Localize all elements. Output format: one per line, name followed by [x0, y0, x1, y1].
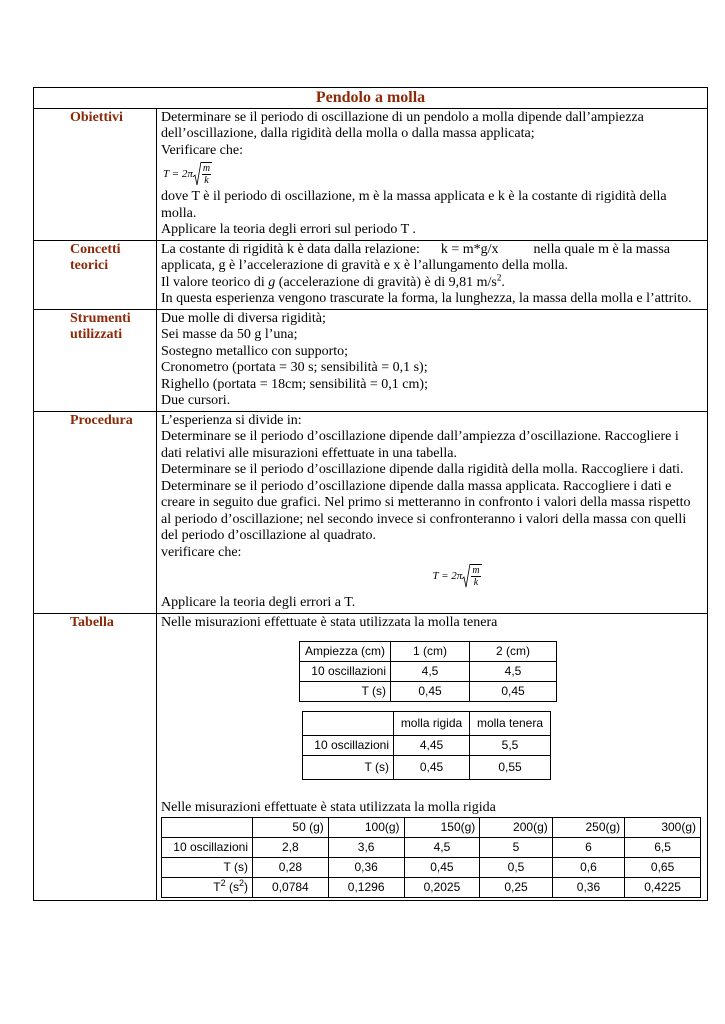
procedura-text-4: Determinare se il periodo d’oscillazione dipende dalla massa applicata. Raccogliere i dati e creare in seguito due grafici. Nel primo si metteranno in confronto i valori della massa rispetto al periodo d’oscillazione; nel secondo invece si confronteranno i valori della massa con quelli del periodo d’oscillazione al quadrato.: [161, 478, 691, 543]
table-cell: 4,5: [391, 662, 470, 682]
table-cell: 5: [480, 837, 552, 857]
label-concetti-2: teorici: [70, 258, 109, 273]
table-cell: 150(g): [404, 817, 480, 837]
formula-denominator: k: [204, 175, 209, 186]
obiettivi-text-3: dove T è il periodo di oscillazione, m è la massa applicata e k è la costante di rigidità della molla.: [161, 189, 667, 221]
gravity-symbol: g: [268, 274, 276, 290]
obiettivi-text-2: Verificare che:: [161, 142, 243, 158]
strumento-item: Righello (portata = 18cm; sensibilità = 0,1 cm);: [161, 376, 428, 392]
table-cell: T (s): [162, 857, 253, 877]
t-squared-label: $T^2$ $(s^2)$: [162, 877, 253, 897]
concetti-text-1: La costante di rigidità k è data dalla relazione: k = m*g/x nella quale m è la massa applicata, g è l’accelerazione di gravità e x è l’allungamento della molla.: [161, 241, 674, 273]
table-cell: 0,1296: [328, 877, 404, 897]
period-formula: [163, 159, 212, 189]
table-cell: 10 oscillazioni: [303, 736, 394, 756]
formula-row: [161, 561, 703, 595]
procedura-text-2: Determinare se il periodo d’oscillazione dipende dall’ampiezza d’oscillazione. Raccogliere i dati relativi alle misurazioni effettuate in una tabella.: [161, 429, 679, 461]
label-concetti-1: Concetti: [70, 241, 121, 257]
table-cell: 4,45: [394, 736, 470, 756]
table-cell: 0,0784: [253, 877, 329, 897]
strumento-item: Sei masse da 50 g l’una;: [161, 327, 298, 342]
strumento-item: Due molle di diversa rigidità;: [161, 310, 326, 326]
strumento-item: Due cursori.: [161, 393, 231, 408]
label-procedura: Procedura: [34, 411, 157, 613]
stiffness-table: [302, 711, 551, 780]
row-procedura: [34, 411, 708, 613]
table-cell: 0,36: [552, 877, 624, 897]
content-concetti: [157, 240, 708, 309]
sqrt-sign: [193, 161, 212, 187]
strumento-item: Cronometro (portata = 30 s; sensibilità = 0,1 s);: [161, 360, 428, 375]
table-row: [162, 877, 701, 897]
table-row: [300, 662, 557, 682]
label-obiettivi: Obiettivi: [34, 108, 157, 240]
table-cell: 0,28: [253, 857, 329, 877]
content-tabella: [157, 613, 708, 900]
table-cell: T (s): [300, 682, 391, 702]
mass-table: [161, 817, 701, 898]
formula-numerator: m: [472, 565, 480, 576]
period-formula-2: [432, 561, 481, 591]
concetti-text-2a: Il valore teorico di: [161, 274, 269, 290]
procedura-text-1: L’esperienza si divide in:: [161, 412, 302, 428]
row-tabella: [34, 613, 708, 900]
table-cell: 0,25: [480, 877, 552, 897]
row-strumenti: [34, 309, 708, 411]
tabella-intro-1: Nelle misurazioni effettuate è stata utilizzata la molla tenera: [161, 614, 498, 630]
table-cell: [162, 817, 253, 837]
row-obiettivi: [34, 108, 708, 240]
table-cell: 0,45: [404, 857, 480, 877]
table-cell: 0,2025: [404, 877, 480, 897]
table-row: [303, 736, 551, 756]
table-row: [300, 642, 557, 662]
radical-icon: [462, 563, 470, 589]
page-title: Pendolo a molla: [34, 88, 708, 109]
table-cell: 5,5: [470, 736, 551, 756]
table-cell: 2 (cm): [470, 642, 557, 662]
concetti-text-2b: (accelerazione di gravità) è di 9,81 m/s: [275, 274, 497, 290]
label-concetti: [34, 240, 157, 309]
table-cell: 2,8: [253, 837, 329, 857]
table-row: [300, 682, 557, 702]
label-strumenti-1: Strumenti: [70, 310, 131, 326]
formula-lhs: T = 2π: [432, 569, 463, 582]
radical-icon: [193, 161, 201, 187]
table-row: [303, 712, 551, 736]
table-cell: 10 oscillazioni: [300, 662, 391, 682]
table-cell: 0,45: [394, 756, 470, 780]
content-procedura: [157, 411, 708, 613]
content-strumenti: [157, 309, 708, 411]
exponent: 2: [496, 271, 502, 282]
concetti-text-3: In questa esperienza vengono trascurate la forma, la lunghezza, la massa della molla e l’attrito.: [161, 291, 692, 306]
table-cell: 50 (g): [253, 817, 329, 837]
table-cell: [303, 712, 394, 736]
table-cell: 6,5: [625, 837, 701, 857]
table-cell: 1 (cm): [391, 642, 470, 662]
table-cell: molla tenera: [470, 712, 551, 736]
table-cell: 0,4225: [625, 877, 701, 897]
table-cell: 4,5: [404, 837, 480, 857]
table-cell: 100(g): [328, 817, 404, 837]
label-strumenti-2: utilizzati: [70, 327, 123, 342]
report-table: [33, 87, 708, 901]
table-row: [162, 837, 701, 857]
strumento-item: Sostegno metallico con supporto;: [161, 343, 349, 359]
table-cell: 200(g): [480, 817, 552, 837]
tabella-intro-2: Nelle misurazioni effettuate è stata utilizzata la molla rigida: [161, 800, 496, 815]
table-row: [162, 817, 701, 837]
procedura-text-3: Determinare se il periodo d’oscillazione dipende dalla rigidità della molla. Raccogliere i dati.: [161, 462, 684, 477]
table-cell: 4,5: [470, 662, 557, 682]
table-row: [162, 857, 701, 877]
table-row: [303, 756, 551, 780]
label-strumenti: [34, 309, 157, 411]
sqrt-sign: [462, 563, 481, 589]
table-cell: 300(g): [625, 817, 701, 837]
formula-denominator: k: [473, 577, 479, 588]
row-concetti: [34, 240, 708, 309]
table-cell: Ampiezza (cm): [300, 642, 391, 662]
obiettivi-text-4: Applicare la teoria degli errori sul periodo T .: [161, 222, 416, 237]
concetti-text-2: [161, 271, 703, 292]
table-cell: 250(g): [552, 817, 624, 837]
table-cell: 0,6: [552, 857, 624, 877]
procedura-text-5: verificare che:: [161, 544, 242, 560]
table-cell: 10 oscillazioni: [162, 837, 253, 857]
table-cell: 3,6: [328, 837, 404, 857]
table-cell: T (s): [303, 756, 394, 780]
table-cell: 0,36: [328, 857, 404, 877]
table-cell: 0,55: [470, 756, 551, 780]
table-cell: 0,5: [480, 857, 552, 877]
table-cell: 0,65: [625, 857, 701, 877]
formula-lhs: T = 2π: [163, 167, 193, 180]
obiettivi-text-1: Determinare se il periodo di oscillazione di un pendolo a molla dipende dall’ampiezza dell’oscillazione, dalla rigidità della molla o dalla massa applicata;: [161, 109, 644, 141]
formula-numerator: m: [202, 163, 211, 174]
table-cell: 6: [552, 837, 624, 857]
table-cell: molla rigida: [394, 712, 470, 736]
table-cell: 0,45: [470, 682, 557, 702]
content-obiettivi: [157, 108, 708, 240]
procedura-text-6: Applicare la teoria degli errori a T.: [161, 595, 356, 610]
amplitude-table: [299, 641, 557, 702]
concetti-text-2c: .: [501, 274, 505, 290]
table-cell: 0,45: [391, 682, 470, 702]
label-tabella: Tabella: [34, 613, 157, 900]
